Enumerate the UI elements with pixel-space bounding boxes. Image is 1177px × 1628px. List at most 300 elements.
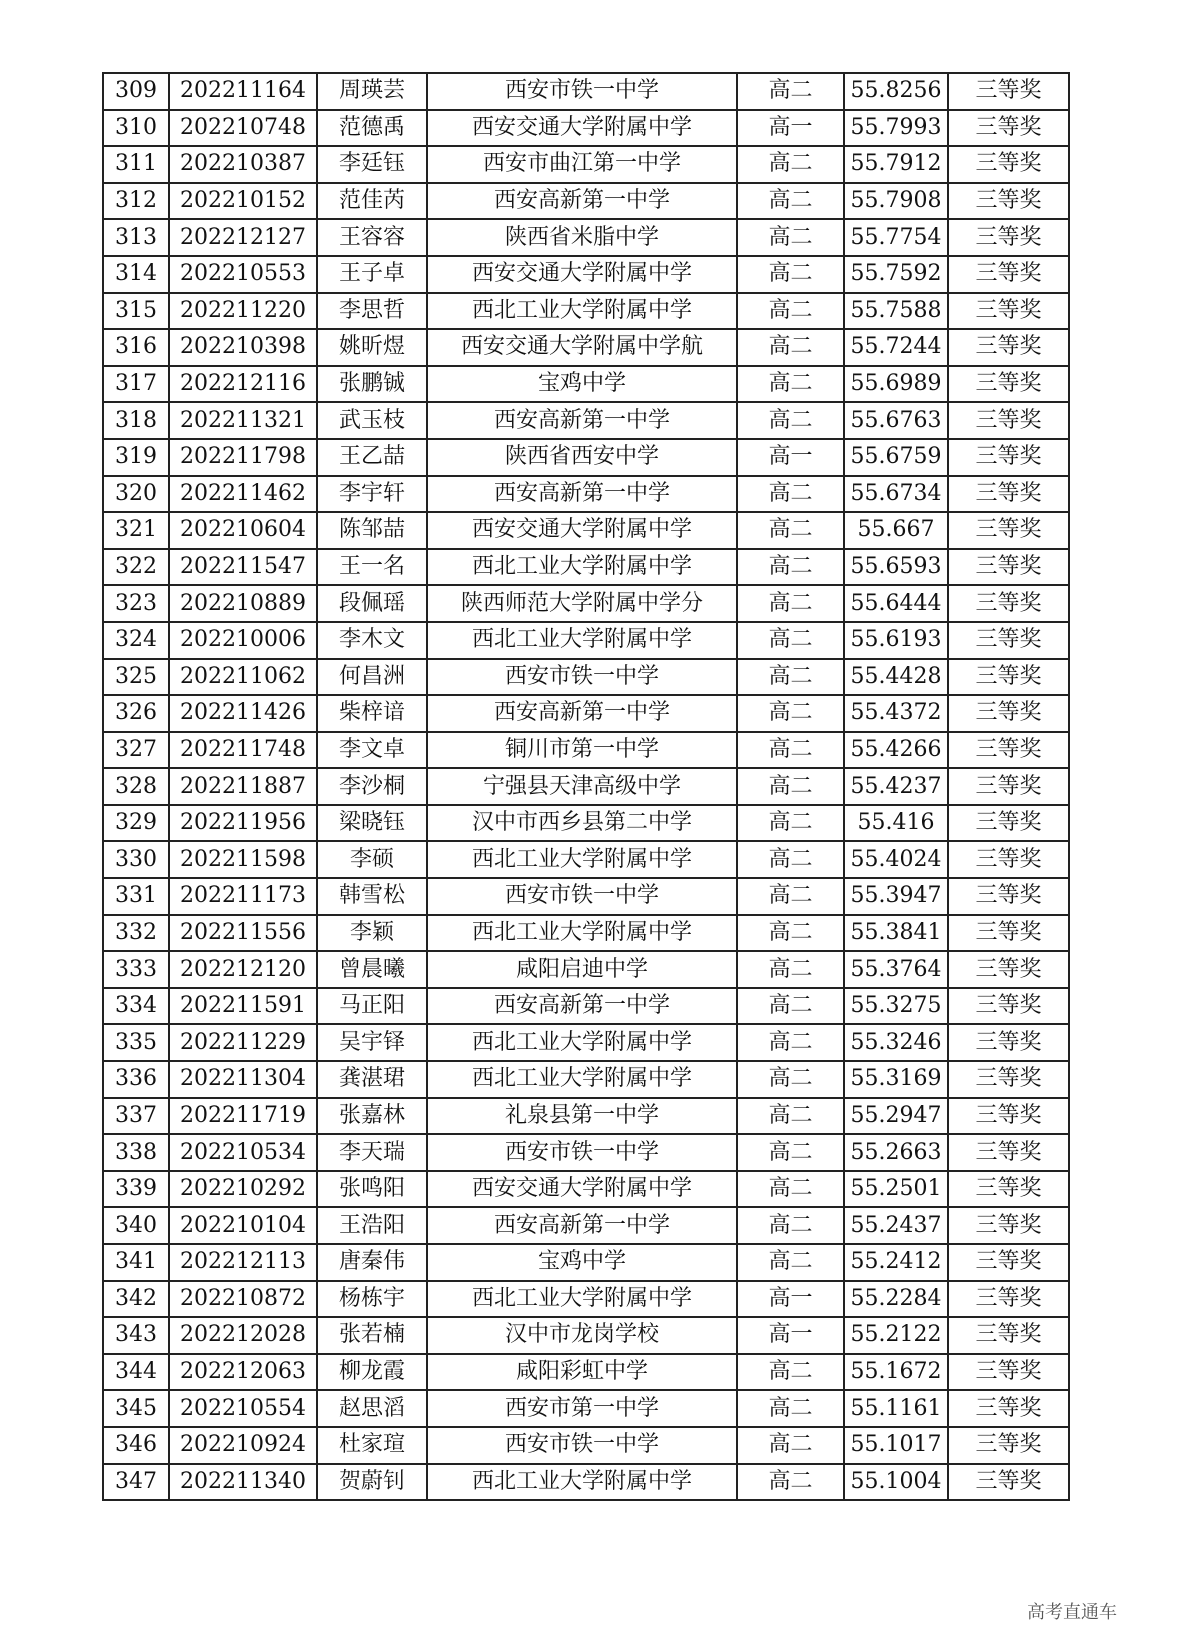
school-cell: 西安市铁一中学 xyxy=(427,878,737,915)
student-id-cell: 202210006 xyxy=(169,622,317,659)
school-cell: 西安高新第一中学 xyxy=(427,476,737,513)
school-cell: 西北工业大学附属中学 xyxy=(427,1281,737,1318)
grade-cell: 高二 xyxy=(737,329,844,366)
name-cell: 柳龙霞 xyxy=(317,1354,427,1391)
rank-cell: 344 xyxy=(103,1354,169,1391)
school-cell: 宝鸡中学 xyxy=(427,366,737,403)
name-cell: 李木文 xyxy=(317,622,427,659)
student-id-cell: 202212113 xyxy=(169,1244,317,1281)
score-cell: 55.7993 xyxy=(844,110,948,147)
score-cell: 55.667 xyxy=(844,512,948,549)
grade-cell: 高二 xyxy=(737,256,844,293)
rank-cell: 340 xyxy=(103,1207,169,1244)
grade-cell: 高二 xyxy=(737,841,844,878)
award-cell: 三等奖 xyxy=(948,110,1069,147)
name-cell: 柴梓谙 xyxy=(317,695,427,732)
grade-cell: 高二 xyxy=(737,915,844,952)
student-id-cell: 202211956 xyxy=(169,805,317,842)
name-cell: 李思哲 xyxy=(317,293,427,330)
school-cell: 咸阳启迪中学 xyxy=(427,951,737,988)
grade-cell: 高二 xyxy=(737,1134,844,1171)
table-row xyxy=(103,1098,1069,1135)
grade-cell: 高二 xyxy=(737,1390,844,1427)
school-cell: 西安高新第一中学 xyxy=(427,1207,737,1244)
score-cell: 55.3169 xyxy=(844,1061,948,1098)
grade-cell: 高二 xyxy=(737,73,844,110)
student-id-cell: 202210872 xyxy=(169,1281,317,1318)
grade-cell: 高二 xyxy=(737,695,844,732)
school-cell: 西安高新第一中学 xyxy=(427,183,737,220)
school-cell: 西安高新第一中学 xyxy=(427,695,737,732)
score-cell: 55.6444 xyxy=(844,585,948,622)
award-cell: 三等奖 xyxy=(948,1281,1069,1318)
name-cell: 张鹏铖 xyxy=(317,366,427,403)
school-cell: 西北工业大学附属中学 xyxy=(427,1024,737,1061)
student-id-cell: 202210604 xyxy=(169,512,317,549)
rank-cell: 328 xyxy=(103,768,169,805)
award-cell: 三等奖 xyxy=(948,622,1069,659)
student-id-cell: 202211547 xyxy=(169,549,317,586)
student-id-cell: 202210387 xyxy=(169,146,317,183)
rank-cell: 338 xyxy=(103,1134,169,1171)
name-cell: 王子卓 xyxy=(317,256,427,293)
score-cell: 55.4024 xyxy=(844,841,948,878)
school-cell: 汉中市西乡县第二中学 xyxy=(427,805,737,842)
table-row xyxy=(103,1354,1069,1391)
rank-cell: 317 xyxy=(103,366,169,403)
score-cell: 55.6989 xyxy=(844,366,948,403)
table-row xyxy=(103,1390,1069,1427)
student-id-cell: 202212120 xyxy=(169,951,317,988)
school-cell: 西北工业大学附属中学 xyxy=(427,1464,737,1501)
award-cell: 三等奖 xyxy=(948,256,1069,293)
rank-cell: 326 xyxy=(103,695,169,732)
score-cell: 55.416 xyxy=(844,805,948,842)
award-cell: 三等奖 xyxy=(948,1024,1069,1061)
rank-cell: 336 xyxy=(103,1061,169,1098)
student-id-cell: 202210398 xyxy=(169,329,317,366)
name-cell: 李宇轩 xyxy=(317,476,427,513)
award-cell: 三等奖 xyxy=(948,915,1069,952)
score-cell: 55.1004 xyxy=(844,1464,948,1501)
name-cell: 王一名 xyxy=(317,549,427,586)
student-id-cell: 202210889 xyxy=(169,585,317,622)
student-id-cell: 202211164 xyxy=(169,73,317,110)
rank-cell: 311 xyxy=(103,146,169,183)
award-cell: 三等奖 xyxy=(948,951,1069,988)
source-watermark: 高考直通车 xyxy=(1027,1602,1117,1623)
score-cell: 55.4237 xyxy=(844,768,948,805)
name-cell: 陈邹喆 xyxy=(317,512,427,549)
table-row xyxy=(103,219,1069,256)
grade-cell: 高一 xyxy=(737,110,844,147)
table-row xyxy=(103,512,1069,549)
school-cell: 铜川市第一中学 xyxy=(427,732,737,769)
rank-cell: 319 xyxy=(103,439,169,476)
name-cell: 唐秦伟 xyxy=(317,1244,427,1281)
award-cell: 三等奖 xyxy=(948,329,1069,366)
table-row xyxy=(103,988,1069,1025)
grade-cell: 高二 xyxy=(737,402,844,439)
student-id-cell: 202210534 xyxy=(169,1134,317,1171)
award-cell: 三等奖 xyxy=(948,1171,1069,1208)
table-row xyxy=(103,1171,1069,1208)
school-cell: 西北工业大学附属中学 xyxy=(427,915,737,952)
score-cell: 55.7912 xyxy=(844,146,948,183)
award-cell: 三等奖 xyxy=(948,1390,1069,1427)
name-cell: 李文卓 xyxy=(317,732,427,769)
score-cell: 55.1672 xyxy=(844,1354,948,1391)
award-cell: 三等奖 xyxy=(948,1207,1069,1244)
table-row xyxy=(103,768,1069,805)
grade-cell: 高二 xyxy=(737,183,844,220)
score-cell: 55.3764 xyxy=(844,951,948,988)
name-cell: 李沙桐 xyxy=(317,768,427,805)
table-row xyxy=(103,1244,1069,1281)
grade-cell: 高二 xyxy=(737,293,844,330)
award-cell: 三等奖 xyxy=(948,695,1069,732)
rank-cell: 337 xyxy=(103,1098,169,1135)
rank-cell: 346 xyxy=(103,1427,169,1464)
rank-cell: 310 xyxy=(103,110,169,147)
grade-cell: 高一 xyxy=(737,439,844,476)
student-id-cell: 202210152 xyxy=(169,183,317,220)
table-row xyxy=(103,1464,1069,1501)
student-id-cell: 202211556 xyxy=(169,915,317,952)
grade-cell: 高二 xyxy=(737,1024,844,1061)
award-cell: 三等奖 xyxy=(948,146,1069,183)
table-row xyxy=(103,1281,1069,1318)
rank-cell: 332 xyxy=(103,915,169,952)
student-id-cell: 202210924 xyxy=(169,1427,317,1464)
name-cell: 龚湛珺 xyxy=(317,1061,427,1098)
score-cell: 55.6759 xyxy=(844,439,948,476)
name-cell: 段佩瑶 xyxy=(317,585,427,622)
award-cell: 三等奖 xyxy=(948,439,1069,476)
award-list-table xyxy=(102,72,1070,1501)
table-row xyxy=(103,293,1069,330)
rank-cell: 331 xyxy=(103,878,169,915)
name-cell: 姚昕煜 xyxy=(317,329,427,366)
grade-cell: 高二 xyxy=(737,878,844,915)
rank-cell: 347 xyxy=(103,1464,169,1501)
table-row xyxy=(103,841,1069,878)
table-row xyxy=(103,659,1069,696)
table-body xyxy=(103,73,1069,1500)
table-row xyxy=(103,951,1069,988)
score-cell: 55.3947 xyxy=(844,878,948,915)
table-row xyxy=(103,366,1069,403)
student-id-cell: 202211062 xyxy=(169,659,317,696)
rank-cell: 333 xyxy=(103,951,169,988)
award-cell: 三等奖 xyxy=(948,1354,1069,1391)
rank-cell: 345 xyxy=(103,1390,169,1427)
name-cell: 赵思滔 xyxy=(317,1390,427,1427)
rank-cell: 316 xyxy=(103,329,169,366)
school-cell: 西北工业大学附属中学 xyxy=(427,549,737,586)
school-cell: 咸阳彩虹中学 xyxy=(427,1354,737,1391)
award-cell: 三等奖 xyxy=(948,878,1069,915)
score-cell: 55.3841 xyxy=(844,915,948,952)
grade-cell: 高二 xyxy=(737,768,844,805)
school-cell: 西北工业大学附属中学 xyxy=(427,841,737,878)
score-cell: 55.7588 xyxy=(844,293,948,330)
rank-cell: 325 xyxy=(103,659,169,696)
student-id-cell: 202210748 xyxy=(169,110,317,147)
student-id-cell: 202212116 xyxy=(169,366,317,403)
grade-cell: 高二 xyxy=(737,549,844,586)
table-row xyxy=(103,476,1069,513)
name-cell: 李天瑞 xyxy=(317,1134,427,1171)
grade-cell: 高二 xyxy=(737,951,844,988)
table-row xyxy=(103,1024,1069,1061)
name-cell: 何昌洲 xyxy=(317,659,427,696)
award-cell: 三等奖 xyxy=(948,219,1069,256)
rank-cell: 339 xyxy=(103,1171,169,1208)
table-row xyxy=(103,1317,1069,1354)
score-cell: 55.4372 xyxy=(844,695,948,732)
table-row xyxy=(103,915,1069,952)
table-row xyxy=(103,805,1069,842)
name-cell: 李颖 xyxy=(317,915,427,952)
table-row xyxy=(103,732,1069,769)
rank-cell: 330 xyxy=(103,841,169,878)
award-cell: 三等奖 xyxy=(948,988,1069,1025)
name-cell: 曾晨曦 xyxy=(317,951,427,988)
name-cell: 马正阳 xyxy=(317,988,427,1025)
student-id-cell: 202210292 xyxy=(169,1171,317,1208)
student-id-cell: 202211173 xyxy=(169,878,317,915)
student-id-cell: 202211426 xyxy=(169,695,317,732)
school-cell: 西安市铁一中学 xyxy=(427,659,737,696)
school-cell: 西安市铁一中学 xyxy=(427,1134,737,1171)
rank-cell: 341 xyxy=(103,1244,169,1281)
award-cell: 三等奖 xyxy=(948,1134,1069,1171)
student-id-cell: 202211887 xyxy=(169,768,317,805)
score-cell: 55.7592 xyxy=(844,256,948,293)
rank-cell: 315 xyxy=(103,293,169,330)
school-cell: 西北工业大学附属中学 xyxy=(427,622,737,659)
score-cell: 55.6763 xyxy=(844,402,948,439)
rank-cell: 322 xyxy=(103,549,169,586)
score-cell: 55.3275 xyxy=(844,988,948,1025)
award-cell: 三等奖 xyxy=(948,73,1069,110)
award-cell: 三等奖 xyxy=(948,549,1069,586)
student-id-cell: 202211798 xyxy=(169,439,317,476)
grade-cell: 高二 xyxy=(737,659,844,696)
school-cell: 西安高新第一中学 xyxy=(427,402,737,439)
school-cell: 西北工业大学附属中学 xyxy=(427,1061,737,1098)
name-cell: 杜家瑄 xyxy=(317,1427,427,1464)
name-cell: 李廷钰 xyxy=(317,146,427,183)
score-cell: 55.2412 xyxy=(844,1244,948,1281)
grade-cell: 高一 xyxy=(737,1317,844,1354)
table-row xyxy=(103,622,1069,659)
table-row xyxy=(103,1061,1069,1098)
name-cell: 王容容 xyxy=(317,219,427,256)
school-cell: 礼泉县第一中学 xyxy=(427,1098,737,1135)
rank-cell: 324 xyxy=(103,622,169,659)
school-cell: 西安交通大学附属中学 xyxy=(427,256,737,293)
name-cell: 梁晓钰 xyxy=(317,805,427,842)
name-cell: 吴宇铎 xyxy=(317,1024,427,1061)
table-row xyxy=(103,695,1069,732)
award-cell: 三等奖 xyxy=(948,366,1069,403)
student-id-cell: 202211462 xyxy=(169,476,317,513)
name-cell: 范德禹 xyxy=(317,110,427,147)
school-cell: 宁强县天津高级中学 xyxy=(427,768,737,805)
award-cell: 三等奖 xyxy=(948,476,1069,513)
grade-cell: 高二 xyxy=(737,366,844,403)
award-cell: 三等奖 xyxy=(948,1427,1069,1464)
name-cell: 王乙喆 xyxy=(317,439,427,476)
score-cell: 55.2122 xyxy=(844,1317,948,1354)
school-cell: 西北工业大学附属中学 xyxy=(427,293,737,330)
grade-cell: 高二 xyxy=(737,1061,844,1098)
school-cell: 西安市第一中学 xyxy=(427,1390,737,1427)
table-row xyxy=(103,878,1069,915)
award-cell: 三等奖 xyxy=(948,1244,1069,1281)
grade-cell: 高二 xyxy=(737,585,844,622)
table-row xyxy=(103,1427,1069,1464)
award-cell: 三等奖 xyxy=(948,1464,1069,1501)
grade-cell: 高二 xyxy=(737,1244,844,1281)
award-cell: 三等奖 xyxy=(948,512,1069,549)
name-cell: 武玉枝 xyxy=(317,402,427,439)
score-cell: 55.4266 xyxy=(844,732,948,769)
table-row xyxy=(103,183,1069,220)
rank-cell: 342 xyxy=(103,1281,169,1318)
score-cell: 55.1161 xyxy=(844,1390,948,1427)
grade-cell: 高二 xyxy=(737,476,844,513)
name-cell: 张嘉林 xyxy=(317,1098,427,1135)
rank-cell: 323 xyxy=(103,585,169,622)
grade-cell: 高二 xyxy=(737,988,844,1025)
student-id-cell: 202210554 xyxy=(169,1390,317,1427)
rank-cell: 335 xyxy=(103,1024,169,1061)
rank-cell: 314 xyxy=(103,256,169,293)
grade-cell: 高二 xyxy=(737,1171,844,1208)
school-cell: 陕西师范大学附属中学分 xyxy=(427,585,737,622)
score-cell: 55.2437 xyxy=(844,1207,948,1244)
name-cell: 王浩阳 xyxy=(317,1207,427,1244)
score-cell: 55.2284 xyxy=(844,1281,948,1318)
student-id-cell: 202211229 xyxy=(169,1024,317,1061)
student-id-cell: 202211598 xyxy=(169,841,317,878)
score-cell: 55.2947 xyxy=(844,1098,948,1135)
award-cell: 三等奖 xyxy=(948,402,1069,439)
score-cell: 55.8256 xyxy=(844,73,948,110)
award-cell: 三等奖 xyxy=(948,659,1069,696)
score-cell: 55.6193 xyxy=(844,622,948,659)
score-cell: 55.2663 xyxy=(844,1134,948,1171)
score-cell: 55.7244 xyxy=(844,329,948,366)
score-cell: 55.7754 xyxy=(844,219,948,256)
rank-cell: 329 xyxy=(103,805,169,842)
score-cell: 55.2501 xyxy=(844,1171,948,1208)
grade-cell: 高二 xyxy=(737,1207,844,1244)
grade-cell: 高二 xyxy=(737,1098,844,1135)
rank-cell: 327 xyxy=(103,732,169,769)
table-row xyxy=(103,146,1069,183)
school-cell: 西安市铁一中学 xyxy=(427,1427,737,1464)
grade-cell: 高二 xyxy=(737,805,844,842)
school-cell: 西安高新第一中学 xyxy=(427,988,737,1025)
award-cell: 三等奖 xyxy=(948,841,1069,878)
grade-cell: 高一 xyxy=(737,1281,844,1318)
school-cell: 西安市铁一中学 xyxy=(427,73,737,110)
grade-cell: 高二 xyxy=(737,219,844,256)
student-id-cell: 202211321 xyxy=(169,402,317,439)
score-cell: 55.6734 xyxy=(844,476,948,513)
rank-cell: 343 xyxy=(103,1317,169,1354)
name-cell: 范佳芮 xyxy=(317,183,427,220)
table-row xyxy=(103,1207,1069,1244)
rank-cell: 309 xyxy=(103,73,169,110)
grade-cell: 高二 xyxy=(737,146,844,183)
student-id-cell: 202211748 xyxy=(169,732,317,769)
table-row xyxy=(103,329,1069,366)
name-cell: 韩雪松 xyxy=(317,878,427,915)
student-id-cell: 202212028 xyxy=(169,1317,317,1354)
name-cell: 杨栋宇 xyxy=(317,1281,427,1318)
name-cell: 李硕 xyxy=(317,841,427,878)
score-cell: 55.4428 xyxy=(844,659,948,696)
table-row xyxy=(103,439,1069,476)
award-cell: 三等奖 xyxy=(948,183,1069,220)
rank-cell: 321 xyxy=(103,512,169,549)
school-cell: 西安交通大学附属中学 xyxy=(427,110,737,147)
table-row xyxy=(103,549,1069,586)
school-cell: 西安市曲江第一中学 xyxy=(427,146,737,183)
student-id-cell: 202211719 xyxy=(169,1098,317,1135)
table-row xyxy=(103,256,1069,293)
name-cell: 贺蔚钊 xyxy=(317,1464,427,1501)
grade-cell: 高二 xyxy=(737,1427,844,1464)
rank-cell: 318 xyxy=(103,402,169,439)
name-cell: 张鸣阳 xyxy=(317,1171,427,1208)
score-cell: 55.3246 xyxy=(844,1024,948,1061)
school-cell: 西安交通大学附属中学 xyxy=(427,512,737,549)
table-row xyxy=(103,585,1069,622)
award-cell: 三等奖 xyxy=(948,768,1069,805)
school-cell: 汉中市龙岗学校 xyxy=(427,1317,737,1354)
award-cell: 三等奖 xyxy=(948,1317,1069,1354)
grade-cell: 高二 xyxy=(737,1354,844,1391)
table-row xyxy=(103,110,1069,147)
grade-cell: 高二 xyxy=(737,512,844,549)
student-id-cell: 202211220 xyxy=(169,293,317,330)
student-id-cell: 202212063 xyxy=(169,1354,317,1391)
student-id-cell: 202210553 xyxy=(169,256,317,293)
student-id-cell: 202211304 xyxy=(169,1061,317,1098)
student-id-cell: 202211340 xyxy=(169,1464,317,1501)
school-cell: 陕西省米脂中学 xyxy=(427,219,737,256)
grade-cell: 高二 xyxy=(737,732,844,769)
score-cell: 55.6593 xyxy=(844,549,948,586)
table-row xyxy=(103,1134,1069,1171)
award-cell: 三等奖 xyxy=(948,805,1069,842)
rank-cell: 320 xyxy=(103,476,169,513)
school-cell: 西安交通大学附属中学 xyxy=(427,1171,737,1208)
rank-cell: 312 xyxy=(103,183,169,220)
award-cell: 三等奖 xyxy=(948,732,1069,769)
table-row xyxy=(103,73,1069,110)
table-row xyxy=(103,402,1069,439)
score-cell: 55.1017 xyxy=(844,1427,948,1464)
name-cell: 周瑛芸 xyxy=(317,73,427,110)
school-cell: 陕西省西安中学 xyxy=(427,439,737,476)
